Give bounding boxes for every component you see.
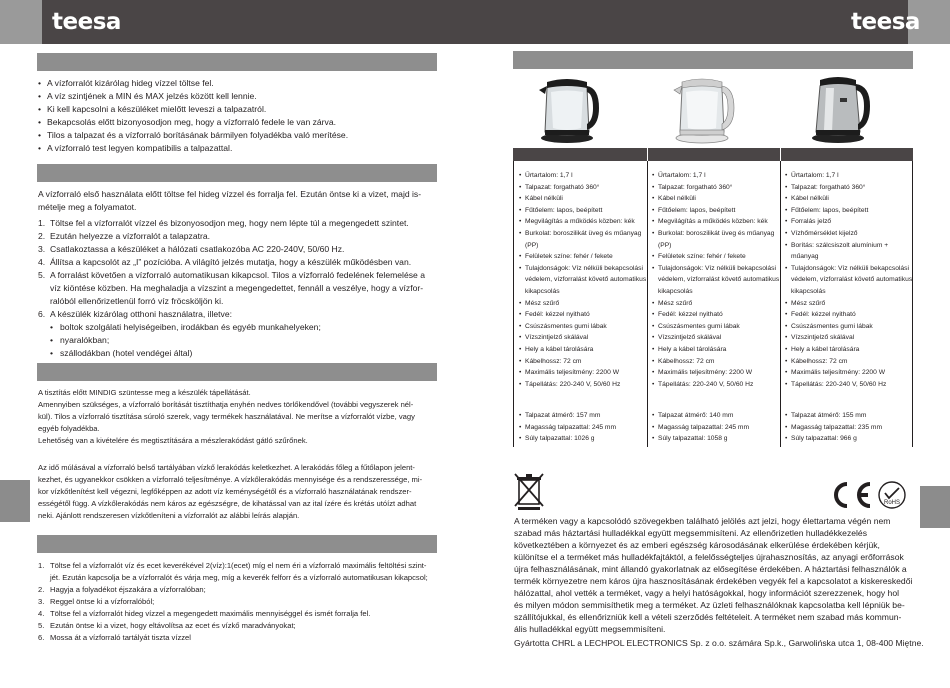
spec-item: • Kábel nélküli	[785, 193, 911, 205]
safety-item: • A víz szintjének a MIN és MAX jelzés között kell lennie.	[38, 90, 348, 103]
spec-item-continued: védelem, vízforralást követő automatikus	[791, 276, 913, 284]
safety-list	[38, 77, 348, 155]
descaling-step	[38, 560, 428, 572]
header-band-right	[475, 0, 908, 44]
spec-item: • Megvilágítás a működés közben: kék	[652, 216, 778, 228]
rohs-badge-icon	[877, 480, 907, 510]
step-number: 2.	[38, 585, 45, 594]
dims-list-2	[652, 410, 778, 445]
spec-item: • Tulajdonságok: Víz nélküli bekapcsolási	[785, 263, 911, 275]
usage-step	[38, 256, 425, 269]
spec-item: • Fűtőelem: lapos, beépített	[519, 205, 645, 217]
brand-logo-left: teesa	[52, 9, 121, 35]
weee-line: újra felhasználásának, mint állandó gyakorlatnak az elősegítése érdekében. A háztartási felhasználók a	[514, 564, 907, 574]
dim-item: • Talpazat átmérő: 157 mm	[519, 410, 645, 422]
section-bar-usage	[37, 164, 437, 182]
step-text: A forralást követően a vízforraló automatikusan kikapcsol. Tilos a vízforraló fedelének felemelése a	[50, 270, 425, 280]
header-bar-left	[0, 0, 475, 44]
safety-item: • Ki kell kapcsolni a készüléket mielőtt leveszi a talpazatról.	[38, 103, 348, 116]
usage-step	[38, 217, 425, 230]
spec-item: • Borítás: szálcsiszolt alumínium +	[785, 240, 911, 252]
spec-item: • Vízhőmérséklet kijelző	[785, 228, 911, 240]
spec-item-continued: (PP)	[525, 241, 539, 249]
usage-sub-item: • boltok szolgálati helyiségeiben, irodákban és egyéb munkahelyeken;	[38, 321, 425, 334]
spec-item: • Fedél: kézzel nyitható	[785, 309, 911, 321]
weee-line: és milyen módon semmisíthetik meg a terméket. Az üzleti felhasználóknak kapcsolatba kell lépniük be-	[514, 600, 905, 610]
step-number: 4.	[38, 257, 46, 267]
usage-intro	[38, 188, 421, 214]
step-number: 6.	[38, 633, 45, 642]
descaling-step	[38, 608, 428, 620]
step-number: 6.	[38, 309, 46, 319]
kettle-steel-image	[804, 72, 874, 144]
brand-logo-right: teesa	[851, 9, 920, 35]
usage-sub-item: • nyaralókban;	[38, 334, 425, 347]
safety-item: • Tilos a talpazat és a vízforraló borításának bármilyen folyadékba való merítése.	[38, 129, 348, 142]
spec-item: • Tápellátás: 220-240 V, 50/60 Hz	[785, 379, 911, 391]
ce-mark-icon	[828, 480, 874, 510]
dim-item: • Talpazat átmérő: 140 mm	[652, 410, 778, 422]
dims-list-3	[785, 410, 911, 445]
step-text: Reggel öntse ki a vízforralóból;	[50, 597, 155, 606]
step-number: 3.	[38, 597, 45, 606]
spec-item: • Mész szűrő	[519, 298, 645, 310]
spec-item: • Vízszintjelző skálával	[519, 332, 645, 344]
step-text-continued: víz kiöntése közben. Ha meghaladja a vízszint a megengedettet, fennáll a veszélye, hogy a vízfor-	[50, 283, 424, 293]
step-number: 5.	[38, 270, 46, 280]
spec-list-1	[519, 170, 645, 390]
cleaning-line: Lehetőség van a kivételére és megtisztítására a mészlerakódást gátló szűrőnek.	[38, 436, 308, 445]
step-text: Ezután helyezze a vízforralót a talapzatra.	[50, 231, 211, 241]
weee-line: hálózattal, ahol vették a terméket, vagy a helyi hatóságokkal, hogy információt szerezzenek, hogy hol	[514, 588, 900, 598]
usage-step	[38, 230, 425, 243]
step-number: 1.	[38, 561, 45, 570]
usage-steps	[38, 217, 425, 360]
spec-item-continued: kikapcsolás	[525, 287, 560, 295]
safety-item: • A vízforralót kizárólag hideg vízzel töltse fel.	[38, 77, 348, 90]
dim-item: • Súly talpazattal: 966 g	[785, 433, 911, 445]
spec-item: • Kábelhossz: 72 cm	[519, 356, 645, 368]
step-number: 3.	[38, 244, 46, 254]
dim-item: • Magasság talpazattal: 235 mm	[785, 422, 911, 434]
spec-item: • Csúszásmentes gumi lábak	[785, 321, 911, 333]
dim-item: • Talpazat átmérő: 155 mm	[785, 410, 911, 422]
spec-item: • Mész szűrő	[785, 298, 911, 310]
spec-item: • Maximális teljesítmény: 2200 W	[519, 367, 645, 379]
cleaning-line: Amennyiben szükséges, a vízforraló borítását tisztíthatja enyhén nedves törlőkendővel (további vegyszerek nél-	[38, 400, 414, 409]
weee-line: következtében a környezet és az emberi egészség károsodásának elkerülése érdekében kérjük,	[514, 540, 880, 550]
spec-item: • Fedél: kézzel nyitható	[519, 309, 645, 321]
step-text: Töltse fel a vízforralót hideg vízzel a megengedett maximális mennyiséggel és ismét forralja fel.	[50, 609, 371, 618]
dims-list-1	[519, 410, 645, 445]
spec-item: • Űrtartalom: 1,7 l	[652, 170, 778, 182]
spec-item: • Csúszásmentes gumi lábak	[519, 321, 645, 333]
spec-item: • Tápellátás: 220-240 V, 50/60 Hz	[652, 379, 778, 391]
spec-item: • Hely a kábel tárolására	[652, 344, 778, 356]
spec-item: • Kábelhossz: 72 cm	[652, 356, 778, 368]
header-tab-left	[0, 0, 42, 44]
step-text-continued: jét. Ezután kapcsolja be a vízforralót és várja meg, míg a keverék felforr és a vízforraló automatikusan kikapcsol;	[50, 573, 428, 582]
spec-item-continued: műanyag	[791, 253, 819, 261]
spec-item: • Hely a kábel tárolására	[785, 344, 911, 356]
dim-item: • Magasság talpazattal: 245 mm	[519, 422, 645, 434]
spec-item: • Hely a kábel tárolására	[519, 344, 645, 356]
weee-paragraph	[514, 515, 914, 635]
spec-item: • Forralás jelző	[785, 216, 911, 228]
cleaning-line: egyéb folyadékba.	[38, 424, 100, 433]
safety-item: • Bekapcsolás előtt bizonyosodjon meg, hogy a vízforraló fedele le van zárva.	[38, 116, 348, 129]
spec-item: • Kábelhossz: 72 cm	[785, 356, 911, 368]
spec-item-continued: védelem, vízforralást követő automatikus	[525, 276, 647, 284]
usage-step	[38, 269, 425, 282]
descaling-line: neki. Ajánlott rendszeresen vízkőtleníteni a vízforralót az alábbi leírás alapján.	[38, 511, 300, 520]
section-bar-safety	[37, 53, 437, 71]
spec-header-cell	[647, 148, 780, 161]
spec-header-cell	[513, 148, 647, 161]
spec-table-header	[513, 148, 913, 161]
spec-item: • Vízszintjelző skálával	[785, 332, 911, 344]
spec-item-continued: kikapcsolás	[791, 287, 826, 295]
spec-item-continued: kikapcsolás	[658, 287, 693, 295]
spec-item: • Mész szűrő	[652, 298, 778, 310]
spec-item: • Tulajdonságok: Víz nélküli bekapcsolási	[652, 263, 778, 275]
spec-item: • Fűtőelem: lapos, beépített	[785, 205, 911, 217]
spec-item: • Tápellátás: 220-240 V, 50/60 Hz	[519, 379, 645, 391]
dim-item: • Magasság talpazattal: 245 mm	[652, 422, 778, 434]
spec-item-continued: (PP)	[658, 241, 672, 249]
section-bar-descaling	[37, 535, 437, 553]
spec-item: • Maximális teljesítmény: 2200 W	[785, 367, 911, 379]
spec-list-2	[652, 170, 778, 390]
page-edge-tab-right	[920, 486, 950, 528]
step-text: A készülék kizárólag otthoni használatra, illetve:	[50, 309, 232, 319]
descaling-line: kezhet, és ugyanekkor csökken a vízforraló teljesítménye. A vízkőlerakódás mennyisége és a rendszeressége, mi-	[38, 475, 423, 484]
usage-step	[38, 308, 425, 321]
usage-intro-line: mételje meg a folyamatot.	[38, 202, 137, 212]
step-text: Állítsa a kapcsolót az „I” pozícióba. A világító jelzés mutatja, hogy a készülék működésben van.	[50, 257, 412, 267]
weee-bin-icon	[513, 472, 545, 510]
usage-intro-line: A vízforraló első használata előtt töltse fel hideg vízzel és forralja fel. Ezután öntse ki a vizet, majd is-	[38, 189, 422, 199]
spec-item: • Kábel nélküli	[519, 193, 645, 205]
spec-item: • Fűtőelem: lapos, beépített	[652, 205, 778, 217]
cleaning-text	[38, 387, 415, 447]
safety-item: • A vízforraló test legyen kompatibilis a talpazattal.	[38, 142, 348, 155]
cleaning-line: kül). Tilos a vízforraló tisztítása súroló szerek, vagy termékek használatával. Ne merítse a vízforralót vízbe, vagy	[38, 412, 415, 421]
spec-item: • Burkolat: boroszilikát üveg és műanyag	[652, 228, 778, 240]
dim-item: • Súly talpazattal: 1058 g	[652, 433, 778, 445]
spec-item: • Felületek színe: fehér / fekete	[652, 251, 778, 263]
section-bar-specs	[513, 51, 913, 69]
weee-line: A terméken vagy a kapcsolódó szövegekben található jelölés azt jelzi, hogy élettartama végén nem	[514, 516, 891, 526]
step-text-continued: ralóból ellenőrizetlenül forró víz fröcsköljön ki.	[50, 296, 224, 306]
spec-item: • Űrtartalom: 1,7 l	[519, 170, 645, 182]
descaling-steps	[38, 560, 428, 644]
step-number: 4.	[38, 609, 45, 618]
step-text: Csatlakoztassa a készüléket a hálózati csatlakozóba AC 220-240V, 50/60 Hz.	[50, 244, 345, 254]
rohs-label: RoHS	[883, 500, 901, 506]
descaling-text	[38, 462, 422, 522]
spec-item: • Talpazat: forgatható 360°	[785, 182, 911, 194]
dim-item: • Súly talpazattal: 1026 g	[519, 433, 645, 445]
descaling-step	[38, 584, 428, 596]
weee-line: termék környezetre nem káros újra hasznosításának érdekében vegyék fel a kapcsolatot a kiskereskedői	[514, 576, 913, 586]
descaling-step	[38, 596, 428, 608]
step-number: 1.	[38, 218, 46, 228]
usage-step	[38, 243, 425, 256]
step-text: Töltse fel a vízforralót víz és ecet keverékével 2(víz):1(ecet) míg el nem éri a vízforraló maximális feltöltési szint-	[50, 561, 427, 570]
step-number: 2.	[38, 231, 46, 241]
spec-item: • Maximális teljesítmény: 2200 W	[652, 367, 778, 379]
step-text: Töltse fel a vízforralót vízzel és bizonyosodjon meg, hogy nem lépte túl a megengedett szintet.	[50, 218, 409, 228]
cleaning-line: A tisztítás előtt MINDIG szüntesse meg a készülék tápellátását.	[38, 388, 251, 397]
spec-item: • Vízszintjelző skálával	[652, 332, 778, 344]
spec-header-cell	[780, 148, 913, 161]
spec-item: • Burkolat: boroszilikát üveg és műanyag	[519, 228, 645, 240]
usage-sub-item: • szállodákban (hotel vendégei által)	[38, 347, 425, 360]
kettle-glass-white-image	[668, 72, 738, 144]
descaling-line: ességétől függ. A vízkőlerakódás nem káros az egészségre, de kihatással van az ital ízére és krétás utóízt adhat	[38, 499, 417, 508]
descaling-line: kor vízkőtlenítést kell végezni, legfőképpen az adott víz keménységétől és a vízforraló használatának rendszer-	[38, 487, 412, 496]
spec-item: • Kábel nélküli	[652, 193, 778, 205]
spec-item: • Megvilágítás a működés közben: kék	[519, 216, 645, 228]
weee-line: különítse el a terméket más hulladékfajtáktól, a felelősségteljes újrahasznosítás, az anyagi erőforrások	[514, 552, 904, 562]
weee-line: ális hulladékkal együtt megsemmisíteni.	[514, 624, 666, 634]
spec-item: • Csúszásmentes gumi lábak	[652, 321, 778, 333]
step-number: 5.	[38, 621, 45, 630]
header-bar-right	[475, 0, 950, 44]
page-edge-tab-left	[0, 480, 30, 522]
spec-item: • Tulajdonságok: Víz nélküli bekapcsolási	[519, 263, 645, 275]
kettle-glass-black-image	[533, 72, 603, 144]
spec-item: • Talpazat: forgatható 360°	[519, 182, 645, 194]
spec-item: • Űrtartalom: 1,7 l	[785, 170, 911, 182]
descaling-step	[38, 620, 428, 632]
descaling-step	[38, 632, 428, 644]
section-bar-cleaning	[37, 363, 437, 381]
manufacturer-info: Gyártotta CHRL a LECHPOL ELECTRONICS Sp. z o.o. számára Sp.k., Garwolińska utca 1, 08-400 Miętne.	[514, 638, 924, 648]
spec-item: • Talpazat: forgatható 360°	[652, 182, 778, 194]
step-text: Ezután öntse ki a vizet, hogy eltávolítsa az ecet és vízkő maradványokat;	[50, 621, 296, 630]
spec-item: • Felületek színe: fehér / fekete	[519, 251, 645, 263]
weee-line: szállítójukkal, és ellenőrizniük kell a vételi szerződés feltételeit. A terméket nem szabad más kommun-	[514, 612, 902, 622]
step-text: Mossa át a vízforraló tartályát tiszta vízzel	[50, 633, 191, 642]
spec-item-continued: védelem, vízforralást követő automatikus	[658, 276, 780, 284]
descaling-line: Az idő múlásával a vízforraló belső tartályában vízkő lerakódás keletkezhet. A lerakódás főleg a fűtőlapon jelent-	[38, 463, 415, 472]
weee-line: szabad más háztartási hulladékkal együtt megsemmisíteni. Az ellenőrizetlen hulladékkezelés	[514, 528, 868, 538]
step-text: Hagyja a folyadékot éjszakára a vízforralóban;	[50, 585, 206, 594]
spec-item: • Fedél: kézzel nyitható	[652, 309, 778, 321]
spec-list-3	[785, 170, 911, 390]
